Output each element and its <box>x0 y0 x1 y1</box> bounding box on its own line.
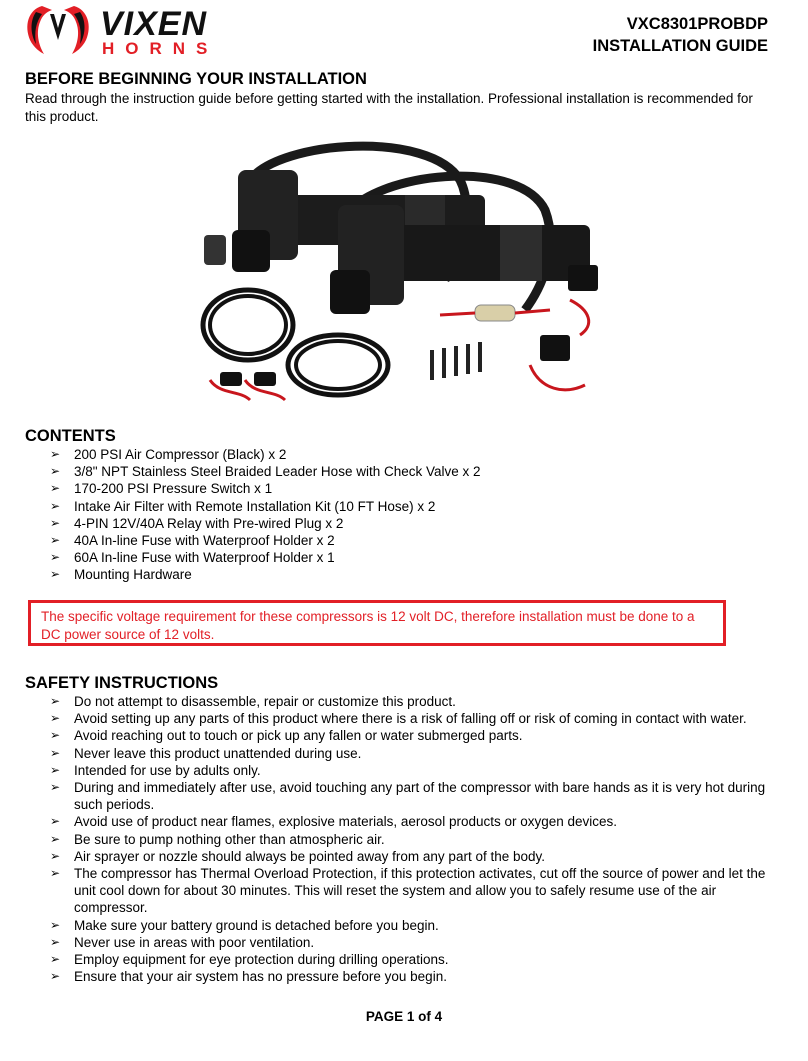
arrow-bullet-icon: ➢ <box>50 464 61 479</box>
list-item: ➢ Be sure to pump nothing other than atmospheric air. <box>50 831 385 847</box>
safety-title: SAFETY INSTRUCTIONS <box>25 674 219 692</box>
arrow-bullet-icon: ➢ <box>50 694 61 708</box>
product-photo <box>190 140 610 410</box>
arrow-bullet-icon: ➢ <box>50 814 61 829</box>
list-item: ➢ Intake Air Filter with Remote Installation Kit (10 FT Hose) x 2 <box>50 498 436 514</box>
brand-line2: HORNS <box>102 39 219 58</box>
list-item: ➢ The compressor has Thermal Overload Protection, if this protection activates, cut off the source of power and let the unit cool down for about 30 minutes. This will reset the system and allow you to safely resume use of the air compressor. <box>50 866 766 916</box>
list-item: ➢ Air sprayer or nozzle should always be pointed away from any part of the body. <box>50 848 545 864</box>
arrow-bullet-icon: ➢ <box>50 745 61 760</box>
arrow-bullet-icon: ➢ <box>50 917 61 932</box>
arrow-bullet-icon: ➢ <box>50 762 61 777</box>
intro-text: Read through the instruction guide before getting started with the installation. Professional installation is recommended for this product. <box>25 91 753 124</box>
arrow-bullet-icon: ➢ <box>50 866 61 881</box>
document-header <box>593 13 768 57</box>
arrow-bullet-icon: ➢ <box>50 481 61 496</box>
list-item: ➢ Mounting Hardware <box>50 567 192 583</box>
list-item: ➢ Never use in areas with poor ventilation. <box>50 934 315 950</box>
vixen-horns-logo <box>22 0 240 58</box>
list-item: ➢ During and immediately after use, avoid touching any part of the compressor with bare hands as it is very hot during such periods. <box>50 780 766 813</box>
arrow-bullet-icon: ➢ <box>50 728 61 743</box>
list-item: ➢ Do not attempt to disassemble, repair or customize this product. <box>50 694 456 709</box>
list-item: ➢ Intended for use by adults only. <box>50 762 261 778</box>
list-item: ➢ 170-200 PSI Pressure Switch x 1 <box>50 481 273 497</box>
document-type: INSTALLATION GUIDE <box>592 37 768 55</box>
safety-list <box>50 693 770 985</box>
arrow-bullet-icon: ➢ <box>50 848 61 863</box>
arrow-bullet-icon: ➢ <box>50 567 61 582</box>
arrow-bullet-icon: ➢ <box>50 550 61 565</box>
list-item: ➢ 200 PSI Air Compressor (Black) x 2 <box>50 447 287 462</box>
arrow-bullet-icon: ➢ <box>50 780 61 795</box>
contents-list <box>50 446 770 584</box>
arrow-bullet-icon: ➢ <box>50 515 61 530</box>
arrow-bullet-icon: ➢ <box>50 533 61 548</box>
arrow-bullet-icon: ➢ <box>50 447 61 461</box>
list-item: ➢ 3/8" NPT Stainless Steel Braided Leader Hose with Check Valve x 2 <box>50 464 481 480</box>
list-item: ➢ Avoid setting up any parts of this product where there is a risk of falling off or risk of coming in contact with water. <box>50 711 747 727</box>
arrow-bullet-icon: ➢ <box>50 831 61 846</box>
arrow-bullet-icon: ➢ <box>50 934 61 949</box>
arrow-bullet-icon: ➢ <box>50 952 61 967</box>
arrow-bullet-icon: ➢ <box>50 969 61 984</box>
page-number: PAGE 1 of 4 <box>365 1009 443 1024</box>
brand-line1: VIXEN <box>100 5 208 43</box>
voltage-warning: The specific voltage requirement for these compressors is 12 volt DC, therefore installation must be done to a DC power source of 12 volts. <box>28 600 726 646</box>
model-number: VXC8301PROBDP <box>626 15 768 33</box>
list-item: ➢ 4-PIN 12V/40A Relay with Pre-wired Plug x 2 <box>50 515 344 531</box>
arrow-bullet-icon: ➢ <box>50 711 61 726</box>
contents-title: CONTENTS <box>25 427 116 445</box>
list-item: ➢ Make sure your battery ground is detached before you begin. <box>50 917 439 933</box>
list-item: ➢ Avoid reaching out to touch or pick up any fallen or water submerged parts. <box>50 728 523 744</box>
intro-title: BEFORE BEGINNING YOUR INSTALLATION <box>25 70 367 88</box>
horn-emblem-icon <box>27 6 88 54</box>
list-item: ➢ 60A In-line Fuse with Waterproof Holder x 1 <box>50 550 335 566</box>
list-item: ➢ Never leave this product unattended during use. <box>50 745 362 761</box>
list-item: ➢ Ensure that your air system has no pressure before you begin. <box>50 969 447 985</box>
list-item: ➢ Employ equipment for eye protection during drilling operations. <box>50 952 449 968</box>
list-item: ➢ Avoid use of product near flames, explosive materials, aerosol products or oxygen devices. <box>50 814 618 830</box>
list-item: ➢ 40A In-line Fuse with Waterproof Holder x 2 <box>50 533 335 549</box>
arrow-bullet-icon: ➢ <box>50 498 61 513</box>
